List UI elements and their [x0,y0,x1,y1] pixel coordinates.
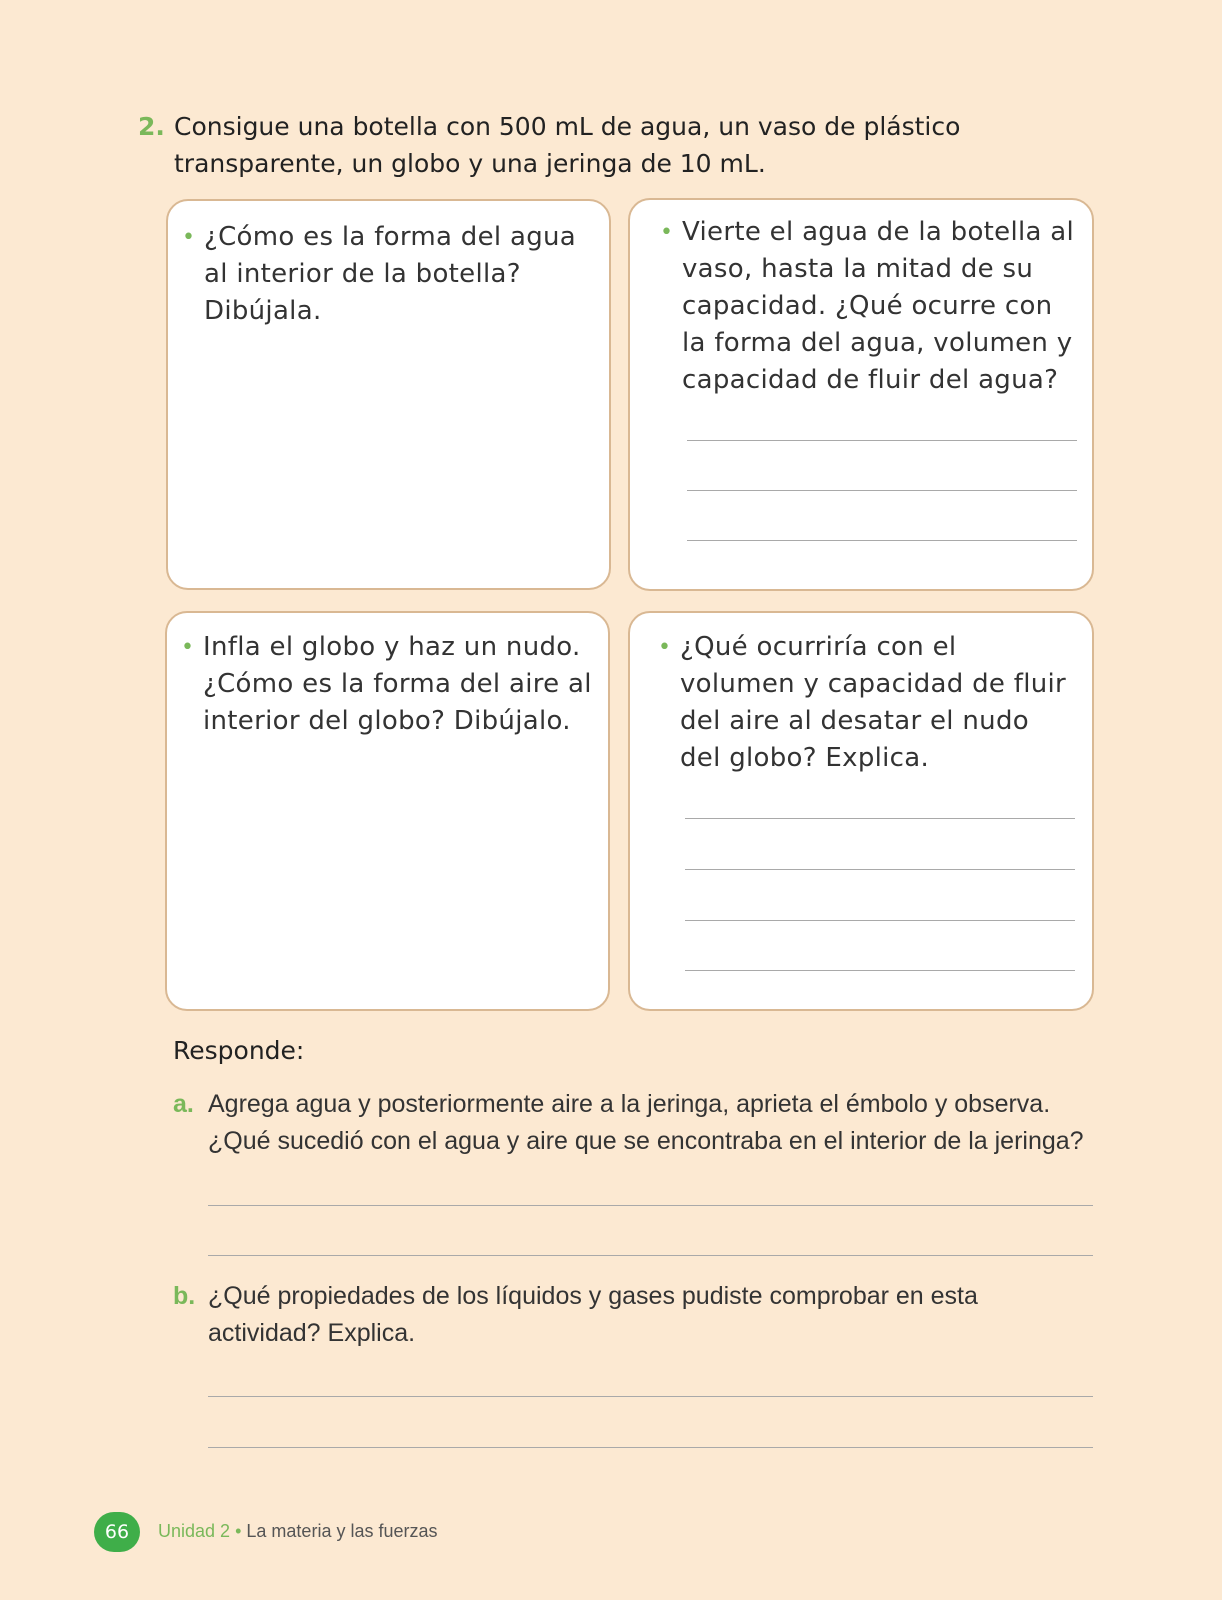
answer-box-vaso[interactable] [628,198,1094,591]
answer-line[interactable] [685,818,1075,819]
subquestion-b [173,1278,1093,1352]
answer-line[interactable] [208,1396,1093,1397]
answer-line[interactable] [208,1205,1093,1206]
answer-line[interactable] [687,490,1077,491]
box-prompt: ¿Cómo es la forma del agua al interior de la botella? Dibújala. [204,222,577,326]
footer-unit: Unidad 2 [158,1521,231,1541]
page-number-badge: 66 [94,1512,140,1552]
answer-line[interactable] [687,540,1077,541]
answer-line[interactable] [685,869,1075,870]
answer-line[interactable] [685,970,1075,971]
subquestion-text: Agrega agua y posteriormente aire a la jeringa, aprieta el émbolo y observa. ¿Qué sucedió con el agua y aire que se encontraba en el interior de la jeringa? [208,1090,1084,1155]
bullet-icon: • [658,635,672,660]
subquestion-letter: a. [173,1090,194,1118]
answer-line[interactable] [685,920,1075,921]
box-prompt: ¿Qué ocurriría con el volumen y capacidad de fluir del aire al desatar el nudo del globo? Explica. [680,632,1067,773]
subquestion-a [173,1086,1093,1160]
drawing-box-bottle[interactable] [166,199,611,590]
question-number: 2. [138,112,165,141]
responde-heading: Responde: [173,1036,305,1065]
answer-line[interactable] [208,1447,1093,1448]
footer-unit-title [158,1521,438,1542]
answer-box-nudo[interactable] [628,611,1094,1011]
footer-title: La materia y las fuerzas [246,1521,438,1541]
answer-line[interactable] [687,440,1077,441]
box-prompt: Infla el globo y haz un nudo. ¿Cómo es la forma del aire al interior del globo? Dibújalo. [203,632,592,736]
question-text: Consigue una botella con 500 mL de agua, un vaso de plástico transparente, un globo y una jeringa de 10 mL. [174,112,961,178]
box-prompt: Vierte el agua de la botella al vaso, hasta la mitad de su capacidad. ¿Qué ocurre con la forma del agua, volumen y capacidad de fluir del agua? [682,217,1075,395]
subquestion-letter: b. [173,1282,196,1310]
drawing-box-globo[interactable] [165,611,610,1011]
question-2 [138,108,1118,182]
answer-line[interactable] [208,1255,1093,1256]
bullet-icon: • [660,220,674,245]
bullet-icon: • [181,635,195,660]
subquestion-text: ¿Qué propiedades de los líquidos y gases pudiste comprobar en esta actividad? Explica. [208,1282,978,1347]
bullet-icon: • [182,225,196,250]
footer-separator: • [235,1521,242,1541]
